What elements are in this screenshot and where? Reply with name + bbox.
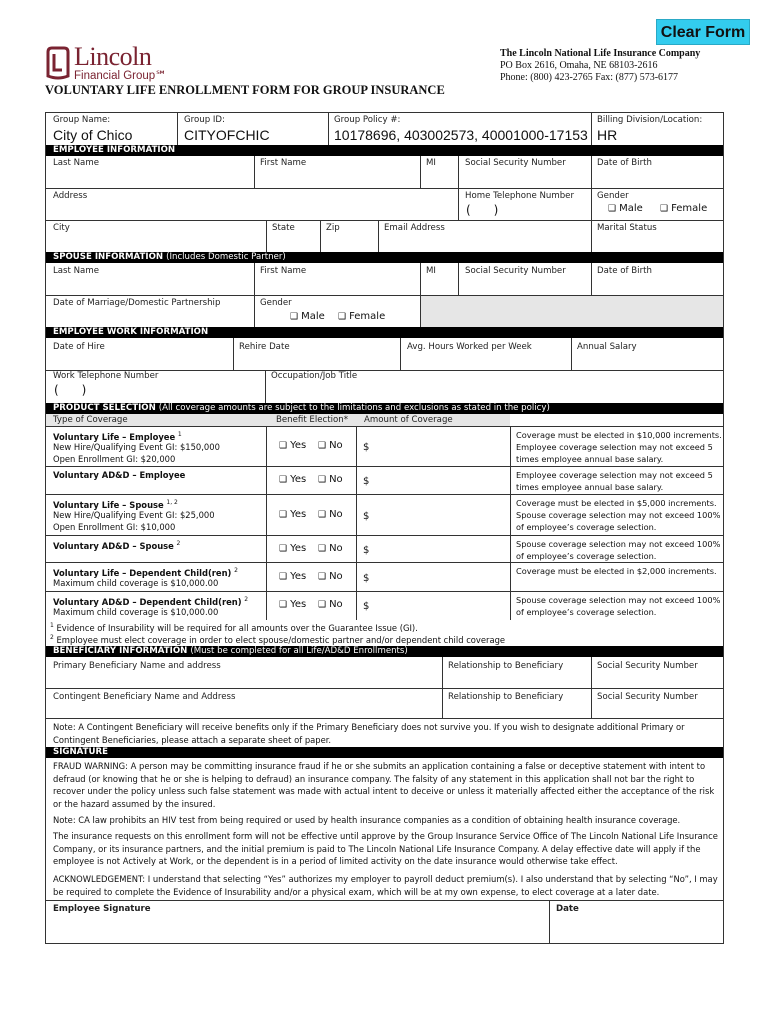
form-title: VOLUNTARY LIFE ENROLLMENT FORM FOR GROUP INSURANCE [45,83,445,97]
coverage-detail: New Hire/Qualifying Event GI: $25,000 [53,510,215,520]
billing-label: Billing Division/Location: [597,115,703,125]
election-yes-checkbox[interactable]: ❑ Yes [279,571,306,582]
logo-subtitle: Financial Group℠ [74,70,167,82]
group-id-field[interactable]: CITYOFCHIC [184,127,270,143]
election-no-checkbox[interactable]: ❑ No [318,543,343,554]
coverage-type: Voluntary AD&D – Spouse $^2$ [53,540,181,551]
employee-info-header: EMPLOYEE INFORMATION [45,145,724,156]
signature-date-label[interactable]: Date [556,904,579,914]
emp-home-phone-label: Home Telephone Number [465,191,575,201]
emp-state-label: State [272,223,295,233]
election-no-checkbox[interactable]: ❑ No [318,599,343,610]
sp-dob-label: Date of Birth [597,266,652,276]
coverage-type: Voluntary AD&D – Employee [53,470,186,480]
amount-field[interactable]: $ [363,442,370,453]
coverage-type: Voluntary AD&D – Dependent Child(ren) $^2$ [53,596,249,607]
footnote-1: $^1$ Evidence of Insurability will be required for all amounts over the Guarantee Issue (GI). [50,622,418,633]
coverage-note: Coverage must be elected in $10,000 increments. Employee coverage selection may not exceed 5 times employee annual base salary. [516,430,722,464]
clear-form-button[interactable]: Clear Form [656,19,750,45]
employee-signature-label[interactable]: Employee Signature [53,904,151,914]
work-phone-label: Work Telephone Number [53,371,159,381]
company-info [500,48,700,84]
lincoln-logo [44,42,167,86]
spouse-unused-area [421,296,724,327]
acknowledgement: ACKNOWLEDGEMENT: I understand that selecting “Yes” authorizes my employer to payroll deduct premium(s). I also understand that by selecting “No”, I may be required to complete the Evidence of Insurability and/or a physical exam, which will be at my own expense, to elect coverage at a later date. [53,874,718,897]
sp-gender-female-checkbox[interactable]: ❑ Female [338,311,385,322]
group-name-label: Group Name: [53,115,111,125]
work-info-header: EMPLOYEE WORK INFORMATION [45,327,724,338]
coverage-note: Employee coverage selection may not exceed 5 times employee annual base salary. [516,470,713,492]
election-yes-checkbox[interactable]: ❑ Yes [279,543,306,554]
beneficiary-note: Note: A Contingent Beneficiary will receive benefits only if the Primary Beneficiary does not survive you. If you wish to designate additional Primary or Contingent Beneficiaries, please attach a separate sheet of paper. [53,722,685,745]
beneficiary-header: BENEFICIARY INFORMATION (Must be completed for all Life/AD&D Enrollments) [45,646,724,657]
product-row [45,591,724,619]
company-name: The Lincoln National Life Insurance Company [500,48,701,59]
spouse-info-header: SPOUSE INFORMATION (Includes Domestic Partner) [45,252,724,263]
amount-field[interactable]: $ [363,544,370,556]
election-no-checkbox[interactable]: ❑ No [318,571,343,582]
fraud-warning: FRAUD WARNING: A person may be committing insurance fraud if he or she submits an application containing a false or deceptive statement with intent to defraud (or knowing that he or she is helping to defraud) an insurance company. The falsity of any statement in this application shall not bar the right to recover under the policy unless such false statement was made with actual intent to deceive or unless it materially affected either the acceptance of the risk or the hazard assumed by the insured. [53,761,715,809]
coverage-type: Voluntary Life – Dependent Child(ren) $^2$ [53,567,238,578]
emp-ssn-label: Social Security Number [465,158,566,168]
emp-mi-label: MI [426,158,436,168]
group-name-field[interactable]: City of Chico [53,127,133,143]
product-row [45,466,724,494]
product-row [45,562,724,591]
election-no-checkbox[interactable]: ❑ No [318,440,343,451]
product-row [45,494,724,535]
emp-email-label: Email Address [384,223,445,233]
coverage-detail: Open Enrollment GI: $20,000 [53,454,176,464]
occupation-label: Occupation/Job Title [271,371,358,381]
col-type-label: Type of Coverage [53,415,128,425]
emp-gender-female-checkbox[interactable]: ❑ Female [660,203,707,214]
election-yes-checkbox[interactable]: ❑ Yes [279,509,306,520]
coverage-type: Voluntary Life – Employee $^1$ [53,431,182,442]
coverage-type: Voluntary Life – Spouse $^{1, 2}$ [53,499,178,510]
effective-note: The insurance requests on this enrollment form will not be effective until approve by the Group Insurance Service Office of The Lincoln National Life Insurance Company, or its insurance partners, and the initial premium is paid to The Lincoln National Life Insurance Company. A delay effective date will apply if the employee is not Actively at Work, or the dependent is in a period of limited activity on the date insurance would otherwise take effect. [53,831,718,866]
group-policy-label: Group Policy #: [334,115,401,125]
hire-date-label: Date of Hire [53,342,105,352]
emp-marital-label: Marital Status [597,223,657,233]
coverage-detail: Maximum child coverage is $10,000.00 [53,578,219,588]
company-address: PO Box 2616, Omaha, NE 68103-2616 [500,60,658,71]
col-election-label: Benefit Election* [276,415,349,425]
primary-ssn-label: Social Security Number [597,661,698,671]
sp-ssn-label: Social Security Number [465,266,566,276]
hours-label: Avg. Hours Worked per Week [407,342,532,352]
emp-home-phone-field[interactable]: ( ) [466,203,499,217]
product-row [45,426,724,466]
primary-relationship-label: Relationship to Beneficiary [448,661,564,671]
amount-field[interactable]: $ [363,601,370,612]
emp-first-name-label: First Name [260,158,307,168]
sp-marriage-label: Date of Marriage/Domestic Partnership [53,298,221,308]
election-no-checkbox[interactable]: ❑ No [318,509,343,520]
election-yes-checkbox[interactable]: ❑ Yes [279,440,306,451]
work-phone-field[interactable]: ( ) [54,383,87,397]
coverage-detail: New Hire/Qualifying Event GI: $150,000 [53,442,220,452]
rehire-date-label: Rehire Date [239,342,290,352]
emp-last-name-label: Last Name [53,158,99,168]
emp-dob-label: Date of Birth [597,158,652,168]
contingent-ssn-label: Social Security Number [597,692,698,702]
amount-field[interactable]: $ [363,476,370,487]
emp-city-label: City [53,223,70,233]
salary-label: Annual Salary [577,342,637,352]
product-row [45,535,724,562]
amount-field[interactable]: $ [363,572,370,584]
election-no-checkbox[interactable]: ❑ No [318,474,343,485]
footnote-2: $^2$ Employee must elect coverage in order to elect spouse/domestic partner and/or dependent child coverage [50,634,506,645]
sp-first-name-label: First Name [260,266,307,276]
group-id-label: Group ID: [184,115,225,125]
ca-note: Note: CA law prohibits an HIV test from being required or used by health insurance companies as a condition of obtaining health insurance coverage. [53,815,681,825]
product-selection-header: PRODUCT SELECTION (All coverage amounts are subject to the limitations and exclusions as stated in the policy) [45,403,724,414]
coverage-detail: Maximum child coverage is $10,000.00 [53,607,219,617]
lincoln-logo-icon [44,46,72,82]
emp-gender-male-checkbox[interactable]: ❑ Male [608,203,643,214]
sp-mi-label: MI [426,266,436,276]
amount-field[interactable]: $ [363,510,370,522]
coverage-note: Coverage must be elected in $5,000 increments. Spouse coverage selection may not exceed 100% of employee’s coverage selection. [516,498,721,532]
coverage-detail: Open Enrollment GI: $10,000 [53,522,176,532]
col-amount-label: Amount of Coverage [364,415,453,425]
emp-gender-label: Gender [597,191,629,201]
coverage-note: Coverage must be elected in $2,000 increments. [516,566,717,576]
sp-last-name-label: Last Name [53,266,99,276]
contingent-relationship-label: Relationship to Beneficiary [448,692,564,702]
contingent-beneficiary-label: Contingent Beneficiary Name and Address [53,692,236,702]
sp-gender-male-checkbox[interactable]: ❑ Male [290,311,325,322]
coverage-note: Spouse coverage selection may not exceed 100% of employee’s coverage selection. [516,539,721,561]
logo-wordmark: Lincoln [74,42,152,71]
emp-zip-label: Zip [326,223,340,233]
election-yes-checkbox[interactable]: ❑ Yes [279,474,306,485]
emp-address-label: Address [53,191,88,201]
primary-beneficiary-label: Primary Beneficiary Name and address [53,661,221,671]
billing-field[interactable]: HR [597,127,618,143]
coverage-note: Spouse coverage selection may not exceed 100% of employee’s coverage selection. [516,595,721,617]
company-phones: Phone: (800) 423-2765 Fax: (877) 573-6177 [500,72,679,83]
election-yes-checkbox[interactable]: ❑ Yes [279,599,306,610]
group-policy-field[interactable]: 10178696, 403002573, 40001000-17153 [334,127,588,143]
sp-gender-label: Gender [260,298,292,308]
signature-header: SIGNATURE [45,747,724,758]
